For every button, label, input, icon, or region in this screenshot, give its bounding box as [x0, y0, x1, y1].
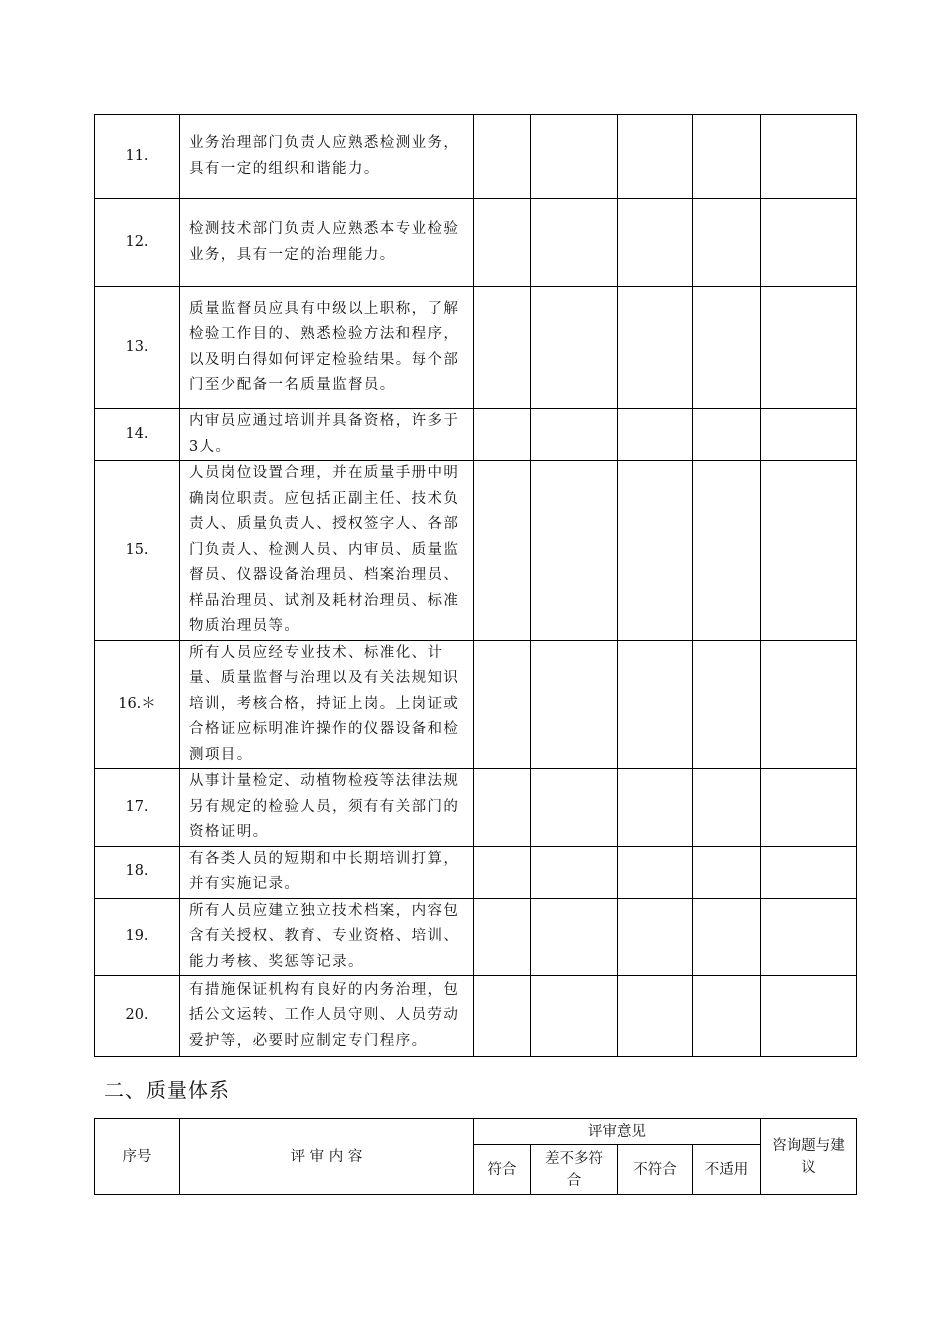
row-number: 11.: [95, 115, 180, 199]
cell-not-applicable[interactable]: [693, 898, 761, 976]
cell-basically-conform[interactable]: [531, 115, 618, 199]
table-row: [95, 461, 857, 641]
cell-advice[interactable]: [761, 846, 857, 898]
table-row: [95, 846, 857, 898]
header-conform: 符合: [474, 1145, 531, 1195]
cell-conform[interactable]: [474, 976, 531, 1057]
table-row: [95, 409, 857, 461]
table-row: [95, 287, 857, 409]
row-content: 质量监督员应具有中级以上职称，了解检验工作目的、熟悉检验方法和程序，以及明白得如何评定检验结果。每个部门至少配备一名质量监督员。: [180, 287, 474, 409]
cell-nonconform[interactable]: [618, 769, 693, 847]
review-table-header: [94, 1118, 857, 1195]
header-advice: [761, 1119, 857, 1195]
cell-conform[interactable]: [474, 898, 531, 976]
cell-nonconform[interactable]: [618, 846, 693, 898]
cell-basically-conform[interactable]: [531, 409, 618, 461]
cell-nonconform[interactable]: [618, 409, 693, 461]
row-number: 14.: [95, 409, 180, 461]
cell-not-applicable[interactable]: [693, 769, 761, 847]
cell-advice[interactable]: [761, 199, 857, 287]
review-table-personnel: [94, 114, 857, 1057]
row-content: 所有人员应经专业技术、标准化、计量、质量监督与治理以及有关法规知识培训，考核合格，持证上岗。上岗证或合格证应标明准许操作的仪器设备和检测项目。: [180, 640, 474, 769]
cell-nonconform[interactable]: [618, 640, 693, 769]
cell-basically-conform[interactable]: [531, 769, 618, 847]
row-number: 15.: [95, 461, 180, 641]
section-title: 二、质量体系: [104, 1078, 230, 1102]
cell-advice[interactable]: [761, 640, 857, 769]
cell-advice[interactable]: [761, 115, 857, 199]
row-content: 内审员应通过培训并具备资格，许多于3人。: [180, 409, 474, 461]
cell-basically-conform[interactable]: [531, 976, 618, 1057]
row-content: 业务治理部门负责人应熟悉检测业务，具有一定的组织和谐能力。: [180, 115, 474, 199]
row-content: 有措施保证机构有良好的内务治理，包括公文运转、工作人员守则、人员劳动爱护等，必要时应制定专门程序。: [180, 976, 474, 1057]
cell-not-applicable[interactable]: [693, 409, 761, 461]
cell-conform[interactable]: [474, 461, 531, 641]
cell-advice[interactable]: [761, 409, 857, 461]
row-number: 20.: [95, 976, 180, 1057]
cell-nonconform[interactable]: [618, 976, 693, 1057]
row-number: 12.: [95, 199, 180, 287]
row-number: 18.: [95, 846, 180, 898]
row-number: 16.＊: [95, 640, 180, 769]
cell-advice[interactable]: [761, 461, 857, 641]
cell-advice[interactable]: [761, 287, 857, 409]
table-row: [95, 769, 857, 847]
row-content: 检测技术部门负责人应熟悉本专业检验业务，具有一定的治理能力。: [180, 199, 474, 287]
cell-not-applicable[interactable]: [693, 287, 761, 409]
header-row-top: [95, 1119, 857, 1145]
cell-not-applicable[interactable]: [693, 461, 761, 641]
header-basically-conform: [531, 1145, 618, 1195]
table-row: [95, 115, 857, 199]
cell-not-applicable[interactable]: [693, 115, 761, 199]
row-number: 19.: [95, 898, 180, 976]
cell-basically-conform[interactable]: [531, 287, 618, 409]
header-opinion: 评审意见: [474, 1119, 761, 1145]
cell-nonconform[interactable]: [618, 461, 693, 641]
cell-conform[interactable]: [474, 409, 531, 461]
cell-advice[interactable]: [761, 769, 857, 847]
cell-basically-conform[interactable]: [531, 640, 618, 769]
table-row: [95, 898, 857, 976]
header-advice-label: 咨询题与建议: [772, 1137, 845, 1176]
row-content: 从事计量检定、动植物检疫等法律法规另有规定的检验人员，须有有关部门的资格证明。: [180, 769, 474, 847]
cell-nonconform[interactable]: [618, 199, 693, 287]
cell-conform[interactable]: [474, 640, 531, 769]
cell-not-applicable[interactable]: [693, 199, 761, 287]
cell-basically-conform[interactable]: [531, 461, 618, 641]
cell-conform[interactable]: [474, 199, 531, 287]
cell-basically-conform[interactable]: [531, 898, 618, 976]
cell-nonconform[interactable]: [618, 115, 693, 199]
cell-not-applicable[interactable]: [693, 846, 761, 898]
cell-advice[interactable]: [761, 976, 857, 1057]
row-number: 13.: [95, 287, 180, 409]
cell-advice[interactable]: [761, 898, 857, 976]
header-basically-conform-label: 差不多符合: [545, 1150, 603, 1189]
cell-nonconform[interactable]: [618, 898, 693, 976]
row-content: 所有人员应建立独立技术档案，内容包含有关授权、教育、专业资格、培训、能力考核、奖惩等记录。: [180, 898, 474, 976]
cell-conform[interactable]: [474, 287, 531, 409]
table-row: [95, 199, 857, 287]
cell-conform[interactable]: [474, 846, 531, 898]
cell-not-applicable[interactable]: [693, 976, 761, 1057]
row-content: 人员岗位设置合理，并在质量手册中明确岗位职责。应包括正副主任、技术负责人、质量负责人、授权签字人、各部门负责人、检测人员、内审员、质量监督员、仪器设备治理员、档案治理员、样品治理员、试剂及耗材治理员、标准物质治理员等。: [180, 461, 474, 641]
header-content: 评 审 内 容: [180, 1119, 474, 1195]
cell-not-applicable[interactable]: [693, 640, 761, 769]
table-row: [95, 640, 857, 769]
header-not-applicable: 不适用: [693, 1145, 761, 1195]
table-row: [95, 976, 857, 1057]
cell-basically-conform[interactable]: [531, 846, 618, 898]
cell-nonconform[interactable]: [618, 287, 693, 409]
cell-conform[interactable]: [474, 115, 531, 199]
cell-conform[interactable]: [474, 769, 531, 847]
row-content: 有各类人员的短期和中长期培训打算，并有实施记录。: [180, 846, 474, 898]
header-seq: 序号: [95, 1119, 180, 1195]
cell-basically-conform[interactable]: [531, 199, 618, 287]
header-nonconform: 不符合: [618, 1145, 693, 1195]
row-number: 17.: [95, 769, 180, 847]
